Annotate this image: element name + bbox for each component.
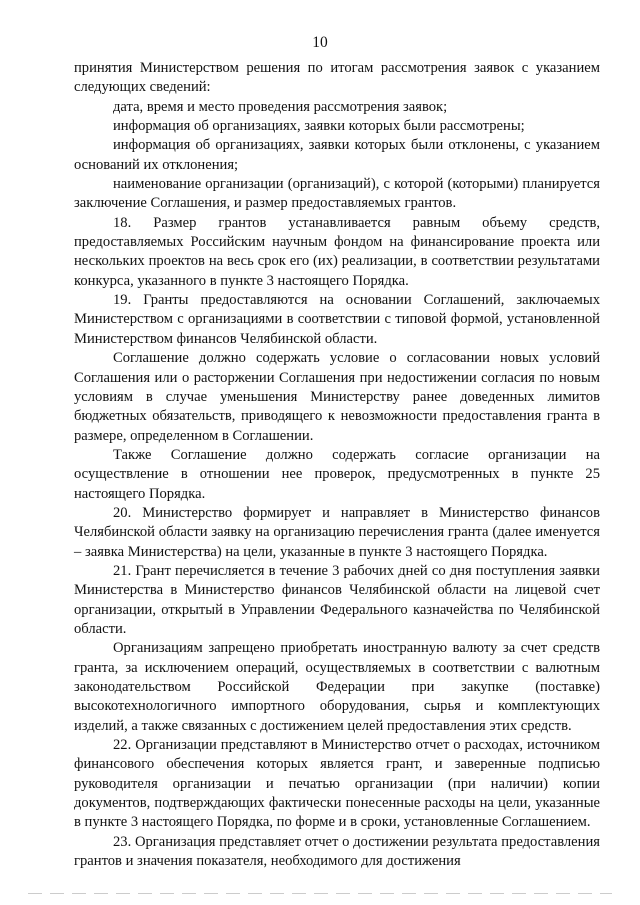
paragraph: Также Соглашение должно содержать согласие организации на осуществление в отношении нее проверок, предусмотренных в пункте 25 настоящего Порядка. [74,446,600,502]
paragraph: Организациям запрещено приобретать иностранную валюту за счет средств гранта, за исключением операций, осуществляемых в соответствии с валютным законодательством Российской Федерации при закупке (поставке) высокотехнологичного импортного оборудования, сырья и комплектующих изделий, а также связанных с достижением целей предоставления этих средств. [74,640,600,734]
page-number: 10 [312,34,328,51]
paragraph: принятия Министерством решения по итогам рассмотрения заявок с указанием следующих сведений: [74,60,600,96]
paragraph: наименование организации (организаций), с которой (которыми) планируется заключение Соглашения, и размер предоставляемых грантов. [74,176,600,212]
paragraph: 19. Гранты предоставляются на основании Соглашений, заключаемых Министерством с организациями в соответствии с типовой формой, установленной Министерством финансов Челябинской области. [74,292,600,347]
scan-edge-line [28,893,612,894]
paragraph: 21. Грант перечисляется в течение 3 рабочих дней со дня поступления заявки Министерства в Министерство финансов Челябинской области на лицевой счет организации, открытый в Управлении Федерального казначейства по Челябинской области. [74,562,600,637]
paragraph: 20. Министерство формирует и направляет в Министерство финансов Челябинской области заявку на организацию перечисления гранта (далее именуется – заявка Министерства) на цели, указанные в пункте 3 настоящего Порядка. [74,504,600,560]
paragraph: 23. Организация представляет отчет о достижении результата предоставления грантов и значения показателя, необходимого для достижения [74,833,600,870]
paragraph: 22. Организации представляют в Министерство отчет о расходах, источником финансового обеспечения которых является грант, и заверенные подписью руководителя организации и печатью организации (при наличии) копии документов, подтверждающих фактически понесенные расходы на цели, указанные в пункте 3 настоящего Порядка, по форме и в сроки, установленные Соглашением. [74,737,600,831]
paragraph: 18. Размер грантов устанавливается равным объему средств, предоставляемых Российским научным фондом на финансирование проекта или нескольких проектов на весь срок его (их) реализации, в соответствии результатами конкурса, указанного в пункте 3 настоящего Порядка. [74,214,600,289]
paragraph: Соглашение должно содержать условие о согласовании новых условий Соглашения или о расторжении Соглашения при недостижении согласия по новым условиям в случае уменьшения Министерству ранее доведенных лимитов бюджетных обязательств, приводящего к невозможности предоставления гранта в размере, определенном в Соглашении. [74,350,600,444]
paragraph: информация об организациях, заявки которых были рассмотрены; [113,118,525,135]
paragraph: информация об организациях, заявки которых были отклонены, с указанием оснований их отклонения; [74,137,600,173]
paragraph: дата, время и место проведения рассмотрения заявок; [113,98,448,115]
document-body [74,59,600,871]
